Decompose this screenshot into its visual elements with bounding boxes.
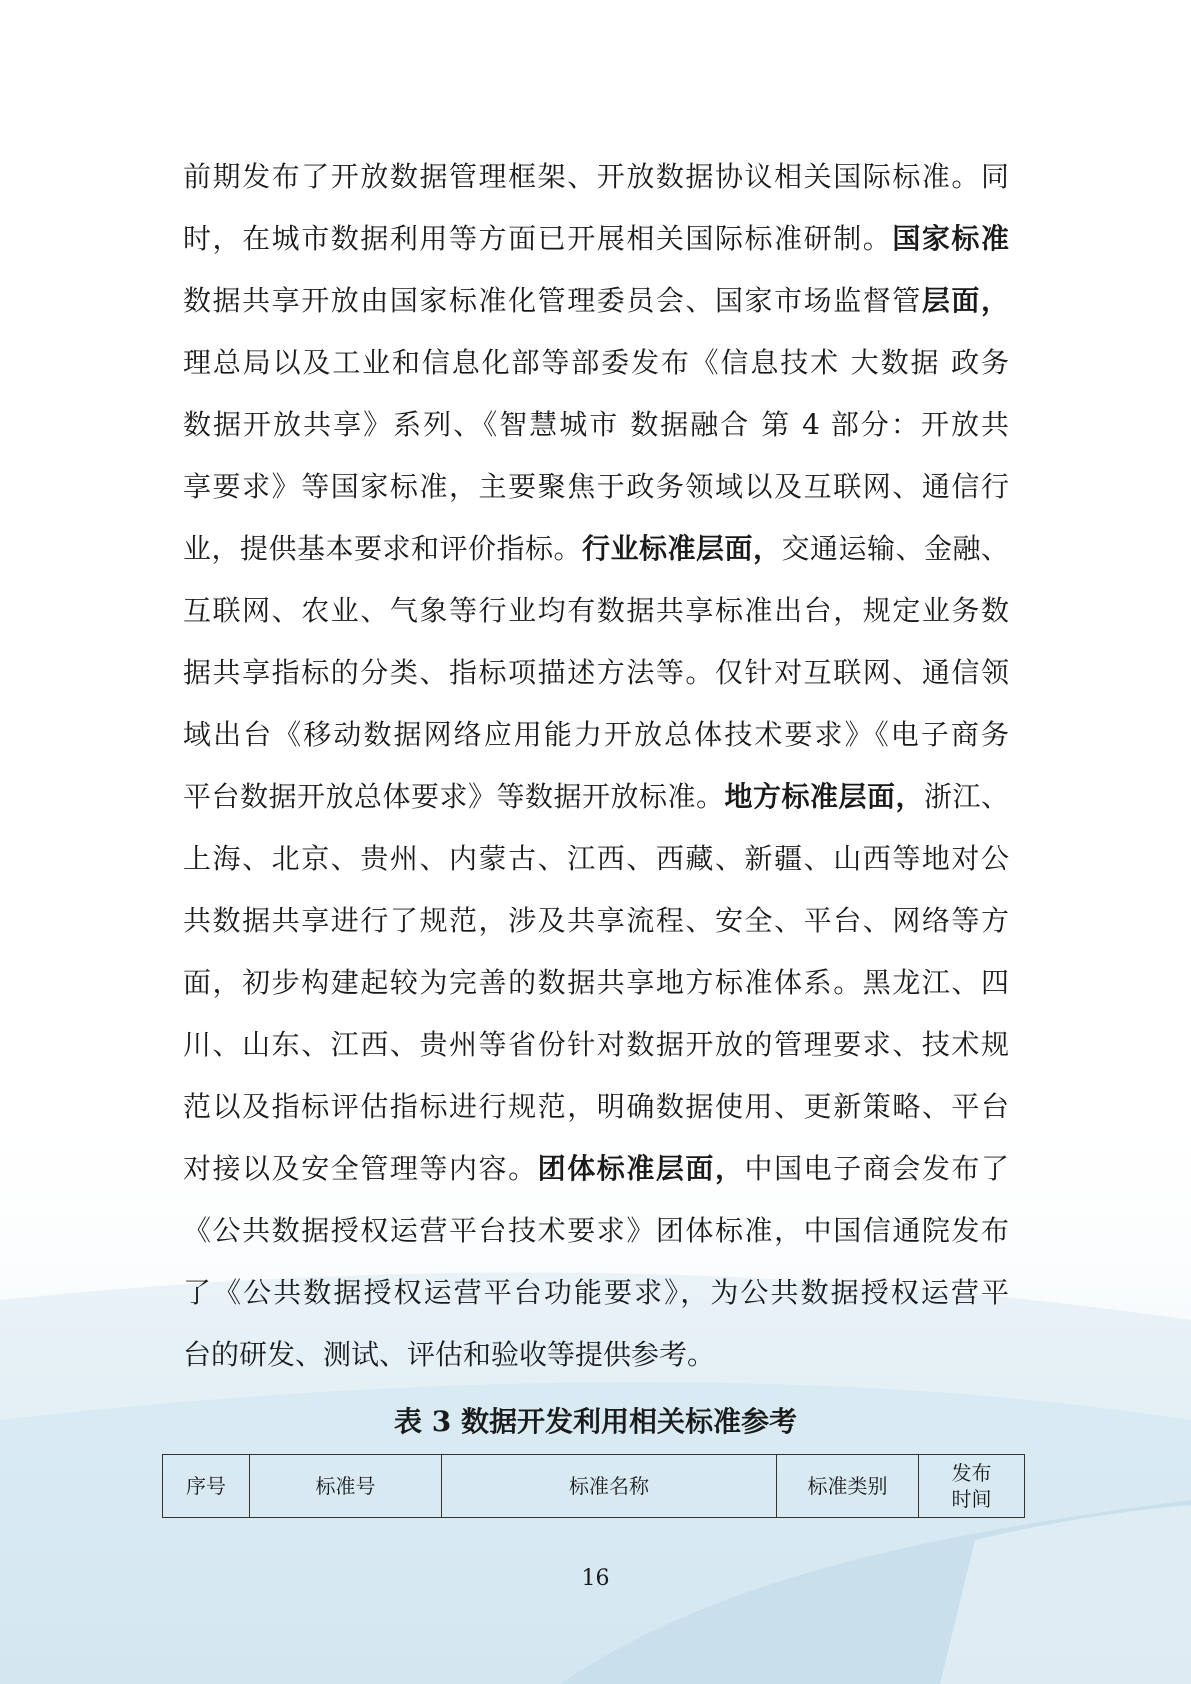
paragraph-line [183,332,1009,394]
line-text: 台的研发、测试、评估和验收等提供参考。 [183,1338,716,1371]
paragraph-line [183,766,1009,828]
paragraph-line [183,828,1009,890]
line-text: 对接以及安全管理等内容。 [183,1152,538,1185]
line-text: 川、山东、江西、贵州等省份针对数据开放的管理要求、技术规 [183,1028,1009,1061]
bold-heading-text: 团体标准层面， [537,1152,745,1185]
paragraph-line [183,208,1009,270]
line-text: 《公共数据授权运营平台技术要求》团体标准，中国信通院发布 [183,1214,1009,1247]
paragraph-line [183,642,1009,704]
line-text: 前期发布了开放数据管理框架、开放数据协议相关国际标准。同 [183,160,1009,193]
paragraph-line [183,518,1009,580]
line-text: 域出台《移动数据网络应用能力开放总体技术要求》《电子商务 [183,718,1009,751]
paragraph-line [183,952,1009,1014]
line-text: 中国电子商会发布了 [744,1152,1009,1185]
line-text: 数据开放共享》系列、《智慧城市 数据融合 第 4 部分：开放共 [183,408,1009,441]
table-caption: 表 3 数据开发利用相关标准参考 [394,1405,797,1438]
paragraph-line [183,1200,1009,1262]
line-text: 面，初步构建起较为完善的数据共享地方标准体系。黑龙江、四 [183,966,1009,999]
header-release-time-line1: 发布 [951,1461,992,1485]
line-text: 平台数据开放总体要求》等数据开放标准。 [183,780,725,813]
header-index: 序号 [163,1455,250,1518]
header-standard-name: 标准名称 [442,1455,777,1518]
line-text: 业，提供基本要求和评价指标。 [183,532,582,565]
line-text: 享要求》等国家标准，主要聚焦于政务领域以及互联网、通信行 [183,470,1009,503]
table-header-row [163,1455,1025,1518]
paragraph-line [183,1324,1009,1386]
bold-heading-text: 行业标准层面， [581,532,782,565]
paragraph-line [183,704,1009,766]
line-text: 时，在城市数据利用等方面已开展相关国际标准研制。 [183,222,893,255]
header-standard-number: 标准号 [250,1455,442,1518]
paragraph-line [183,270,1009,332]
body-paragraph [183,146,1009,1386]
line-text: 共数据共享进行了规范，涉及共享流程、安全、平台、网络等方 [183,904,1009,937]
paragraph-line [183,580,1009,642]
bold-heading-text: 层面， [921,284,1009,317]
line-text: 交通运输、金融、 [781,532,1009,565]
line-text: 数据共享开放由国家标准化管理委员会、国家市场监督管 [183,284,922,317]
paragraph-line [183,1262,1009,1324]
line-text: 据共享指标的分类、指标项描述方法等。仅针对互联网、通信领 [183,656,1009,689]
line-text: 了《公共数据授权运营平台功能要求》，为公共数据授权运营平 [183,1276,1009,1309]
bold-heading-text: 国家标准 [892,222,1009,255]
line-text: 互联网、农业、气象等行业均有数据共享标准出台，规定业务数 [183,594,1009,627]
paragraph-line [183,394,1009,456]
header-release-time [919,1455,1025,1518]
paragraph-line [183,890,1009,952]
header-release-time-line2: 时间 [951,1487,992,1511]
standards-table [162,1454,1025,1518]
bold-heading-text: 地方标准层面， [724,780,924,813]
paragraph-line [183,1014,1009,1076]
line-text: 浙江、 [923,780,1009,813]
paragraph-line [183,1076,1009,1138]
line-text: 范以及指标评估指标进行规范，明确数据使用、更新策略、平台 [183,1090,1009,1123]
paragraph-line [183,146,1009,208]
header-standard-category: 标准类别 [777,1455,919,1518]
line-text: 上海、北京、贵州、内蒙古、江西、西藏、新疆、山西等地对公 [183,842,1009,875]
paragraph-line [183,456,1009,518]
paragraph-line [183,1138,1009,1200]
page-number: 16 [581,1566,610,1591]
line-text: 理总局以及工业和信息化部等部委发布《信息技术 大数据 政务 [183,346,1009,379]
